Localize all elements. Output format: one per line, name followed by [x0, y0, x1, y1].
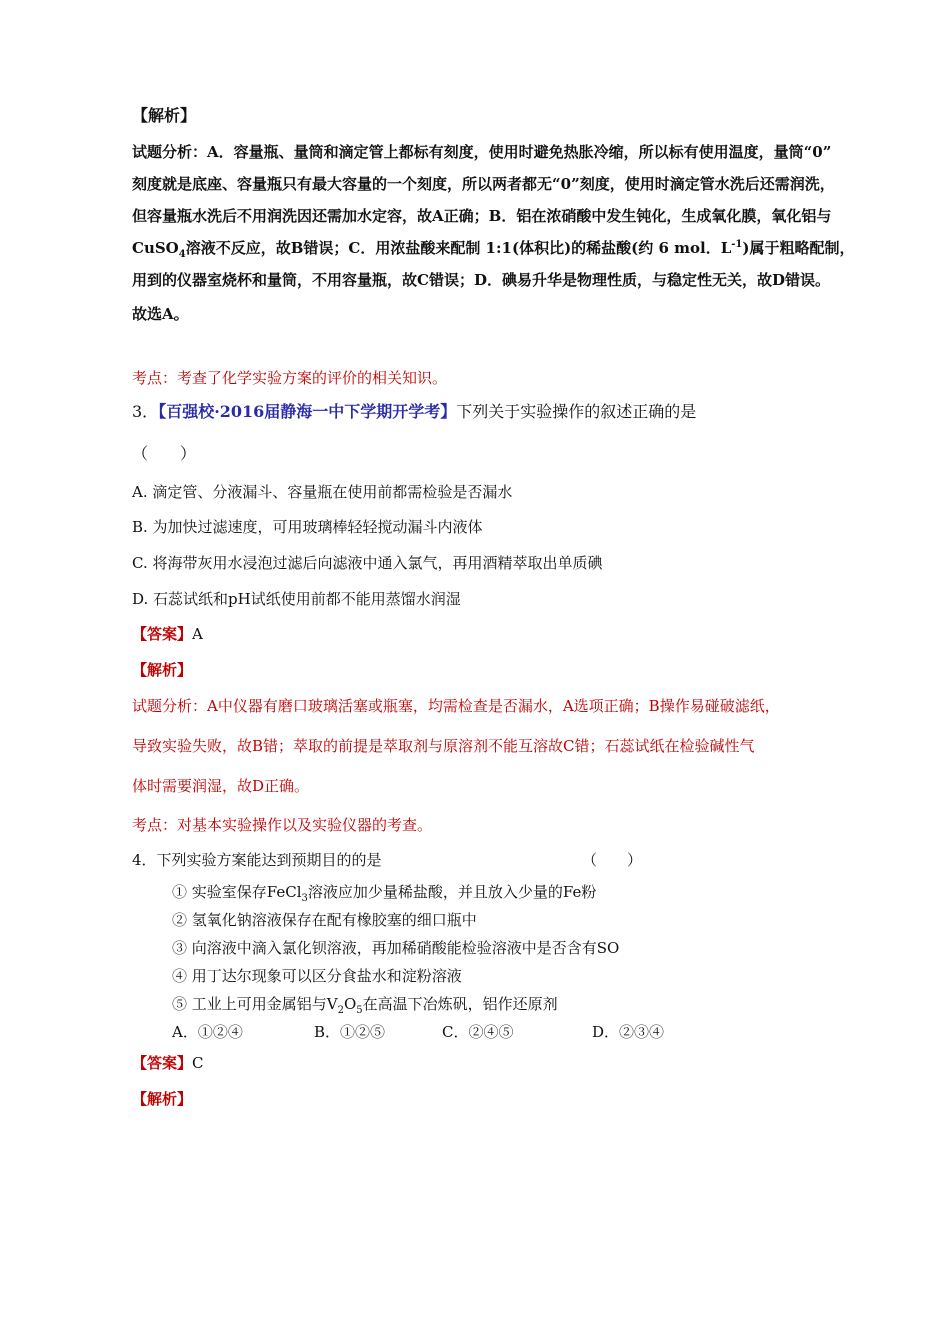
q4-item-5: ⑤ 工业上可用金属铝与$V_2O_5$在高温下冶炼矾，铝作还原剂 [172, 995, 558, 1016]
q4-analysis-heading: 【解析】 [132, 1090, 193, 1108]
q4-item-3: ③ 向溶液中滴入氯化钡溶液，再加稀硝酸能检验溶液中是否含有SO [172, 939, 620, 957]
q3-stem: 下列关于实验操作的叙述正确的是 [456, 402, 697, 421]
q4-choice-d: D．②③④ [592, 1023, 665, 1041]
q3-bracket: （ ） [132, 444, 197, 463]
q2-analysis-line-1: 试题分析：A．容量瓶、量筒和滴定管上都标有刻度，使用时避免热胀冷缩，所以标有使用温度，量筒“0” [132, 143, 832, 161]
q4-stem: 4．下列实验方案能达到预期目的的是 [132, 851, 382, 869]
q2-analysis-line-5: 用到的仪器室烧杯和量筒，不用容量瓶，故C错误；D．碘易升华是物理性质，与稳定性无关，故D错误。 [132, 271, 830, 289]
q4-answer: C [192, 1054, 204, 1072]
q3-analysis-line-1: 试题分析：A中仪器有磨口玻璃活塞或瓶塞，均需检查是否漏水，A选项正确；B操作易碰破滤纸， [132, 697, 780, 715]
q3-answer: A [192, 625, 203, 643]
q3-analysis-line-2: 导致实验失败，故B错；萃取的前提是萃取剂与原溶剂不能互溶故C错；石蕊试纸在检验碱性气 [132, 737, 755, 755]
q2-kaodian: 考点：考查了化学实验方案的评价的相关知识。 [132, 369, 448, 387]
q2-analysis-line-2: 刻度就是底座、容量瓶只有最大容量的一个刻度，所以两者都无“0”刻度，使用时滴定管水洗后还需润洗， [132, 175, 835, 193]
q3-stem-line [132, 400, 696, 424]
q2-analysis-line-3: 但容量瓶水洗后不用润洗因还需加水定容，故A正确；B．铝在浓硝酸中发生钝化，生成氧化膜，氧化铝与 [132, 207, 832, 225]
q3-answer-line [132, 622, 203, 646]
q3-answer-label: 【答案】 [132, 625, 193, 643]
q4-answer-label: 【答案】 [132, 1054, 193, 1072]
q4-choice-c: C．②④⑤ [442, 1023, 514, 1041]
q3-source: 【百强校·2016届静海一中下学期开学考】 [158, 402, 457, 421]
q4-item-4: ④ 用丁达尔现象可以区分食盐水和淀粉溶液 [172, 967, 462, 985]
q4-bracket: （ ） [582, 851, 643, 869]
q4-item-1: ① 实验室保存FeCl$_3$溶液应加少量稀盐酸，并且放入少量的Fe粉 [172, 883, 597, 904]
q4-choice-b: B．①②⑤ [314, 1023, 386, 1041]
q2-analysis-heading: 【解析】 [132, 106, 197, 125]
q3-kaodian: 考点：对基本实验操作以及实验仪器的考查。 [132, 816, 433, 834]
q4-item-2: ② 氢氧化钠溶液保存在配有橡胶塞的细口瓶中 [172, 911, 477, 929]
q4-answer-line [132, 1051, 204, 1075]
q2-analysis-line-6: 故选A。 [132, 305, 189, 323]
q2-analysis-line-4: CuSO$_4$溶液不反应，故B错误；C．用浓盐酸来配制 1:1(体积比)的稀盐酸(约 6 mol．$L^{-1}$)属于粗略配制， [132, 239, 855, 260]
q4-choice-a: A．①②④ [172, 1023, 243, 1041]
q3-option-b: B. 为加快过滤速度，可用玻璃棒轻轻搅动漏斗内液体 [132, 518, 483, 536]
q3-option-a: A. 滴定管、分液漏斗、容量瓶在使用前都需检验是否漏水 [132, 483, 513, 501]
q3-option-d: D. 石蕊试纸和pH试纸使用前都不能用蒸馏水润湿 [132, 590, 461, 608]
q3-analysis-heading: 【解析】 [132, 661, 193, 679]
q3-option-c: C. 将海带灰用水浸泡过滤后向滤液中通入氯气，再用酒精萃取出单质碘 [132, 554, 603, 572]
q3-number: 3． [132, 402, 159, 421]
q3-analysis-line-3: 体时需要润湿，故D正确。 [132, 777, 310, 795]
